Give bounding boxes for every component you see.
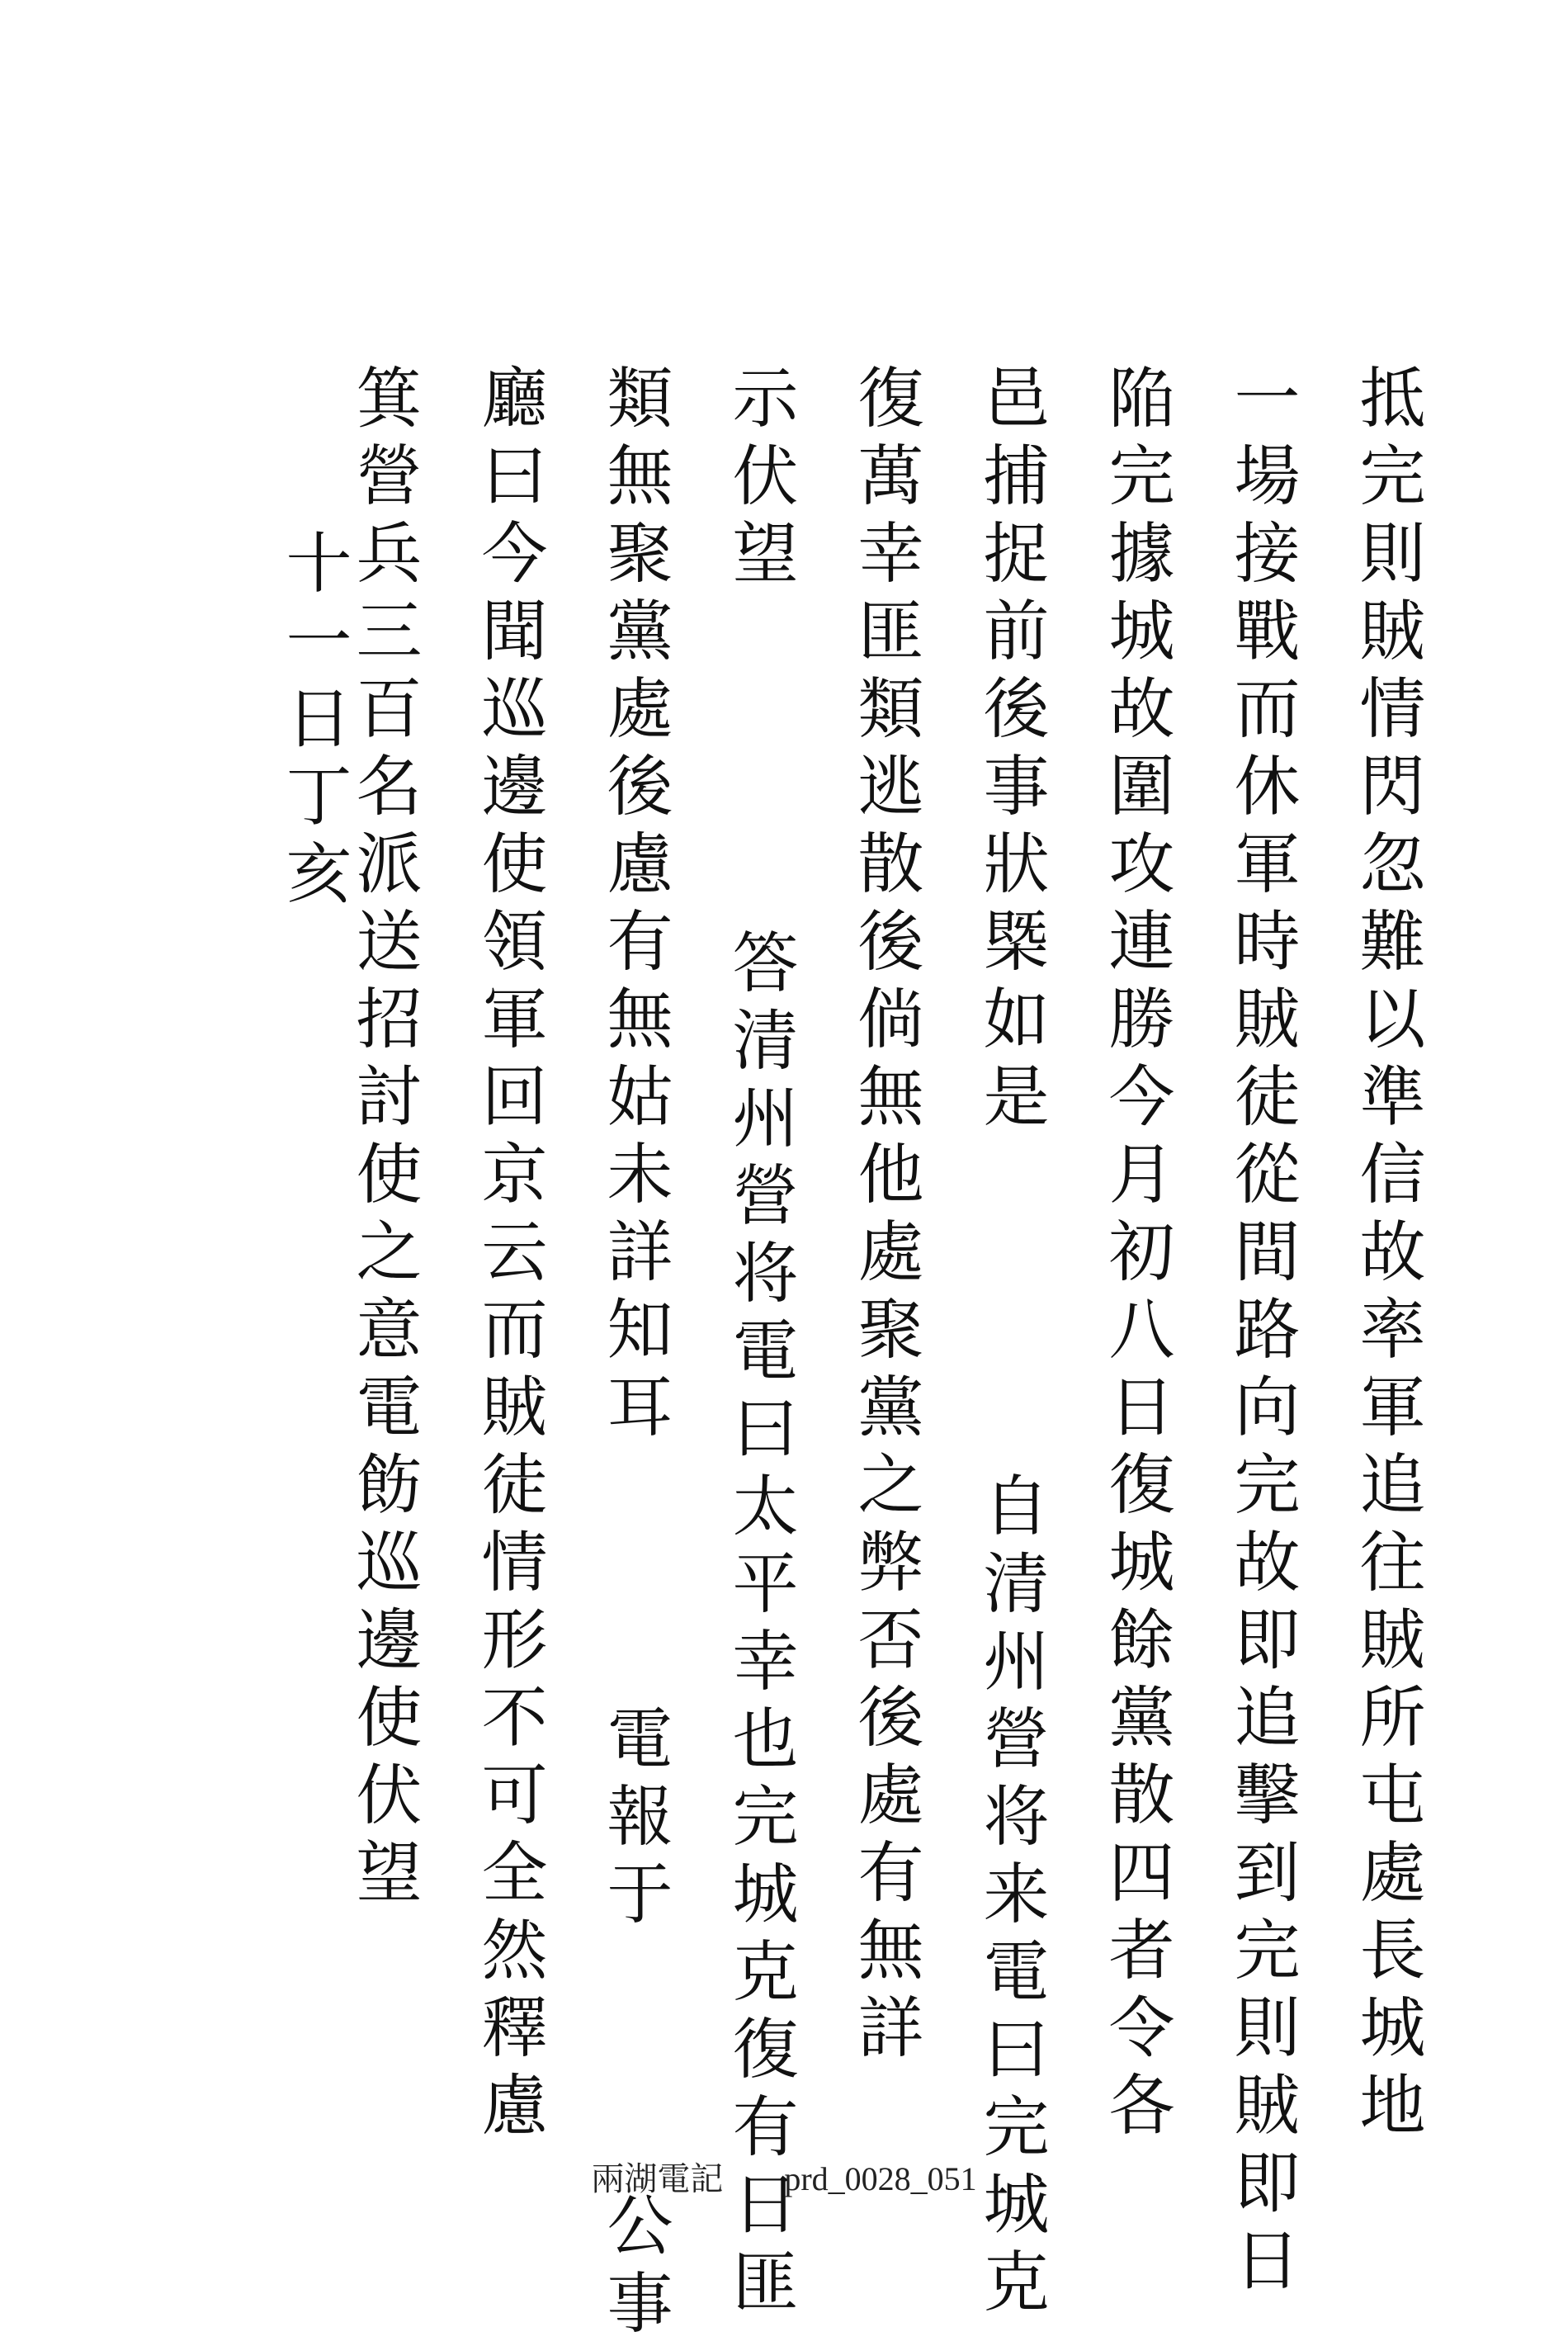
column-text: 自清州營将来電曰完城克	[972, 1471, 1049, 2325]
footer-page-id: prd_0028_051	[784, 2160, 977, 2197]
column-text: 一場接戰而休軍時賊徒從間路向完故即追擊到完則賊即日	[1223, 363, 1300, 2303]
column-text: 抵完則賊情閃忽難以準信故率軍追往賊所屯處長城地	[1348, 363, 1425, 2148]
column-text: 答清州營将電曰太平幸也完城克復有日匪	[721, 928, 798, 2325]
text-column-2	[1223, 363, 1300, 2303]
column-text: 示伏望	[721, 363, 798, 596]
text-column-6	[721, 363, 798, 2325]
text-column-1	[1348, 363, 1425, 2148]
page-footer	[0, 2153, 1568, 2200]
column-text: 廳曰今聞巡邊使領軍回京云而賊徒情形不可全然釋慮	[470, 363, 547, 2148]
column-text: 公事	[596, 2191, 673, 2346]
column-text: 陥完據城故圍攻連勝今月初八日復城餘黨散四者令各	[1098, 363, 1174, 2148]
column-text: 復萬幸匪類逃散後倘無他處聚黨之弊否後處有無詳	[847, 363, 923, 2070]
date-heading: 十一日丁亥	[275, 528, 352, 916]
column-text: 電報于	[596, 1704, 673, 1937]
text-column-3	[1098, 363, 1174, 2148]
column-text: 類無聚黨處後慮有無姑未詳知耳	[596, 363, 673, 1450]
text-column-5	[847, 363, 923, 2070]
footer-title: 兩湖電記	[591, 2160, 724, 2197]
column-text: 邑捕捉前後事狀槩如是	[972, 363, 1049, 1139]
text-column-8	[470, 363, 547, 2148]
text-column-4	[972, 363, 1049, 2325]
column-text: 箕營兵三百名派送招討使之意電飭巡邊使伏望	[345, 363, 422, 1915]
